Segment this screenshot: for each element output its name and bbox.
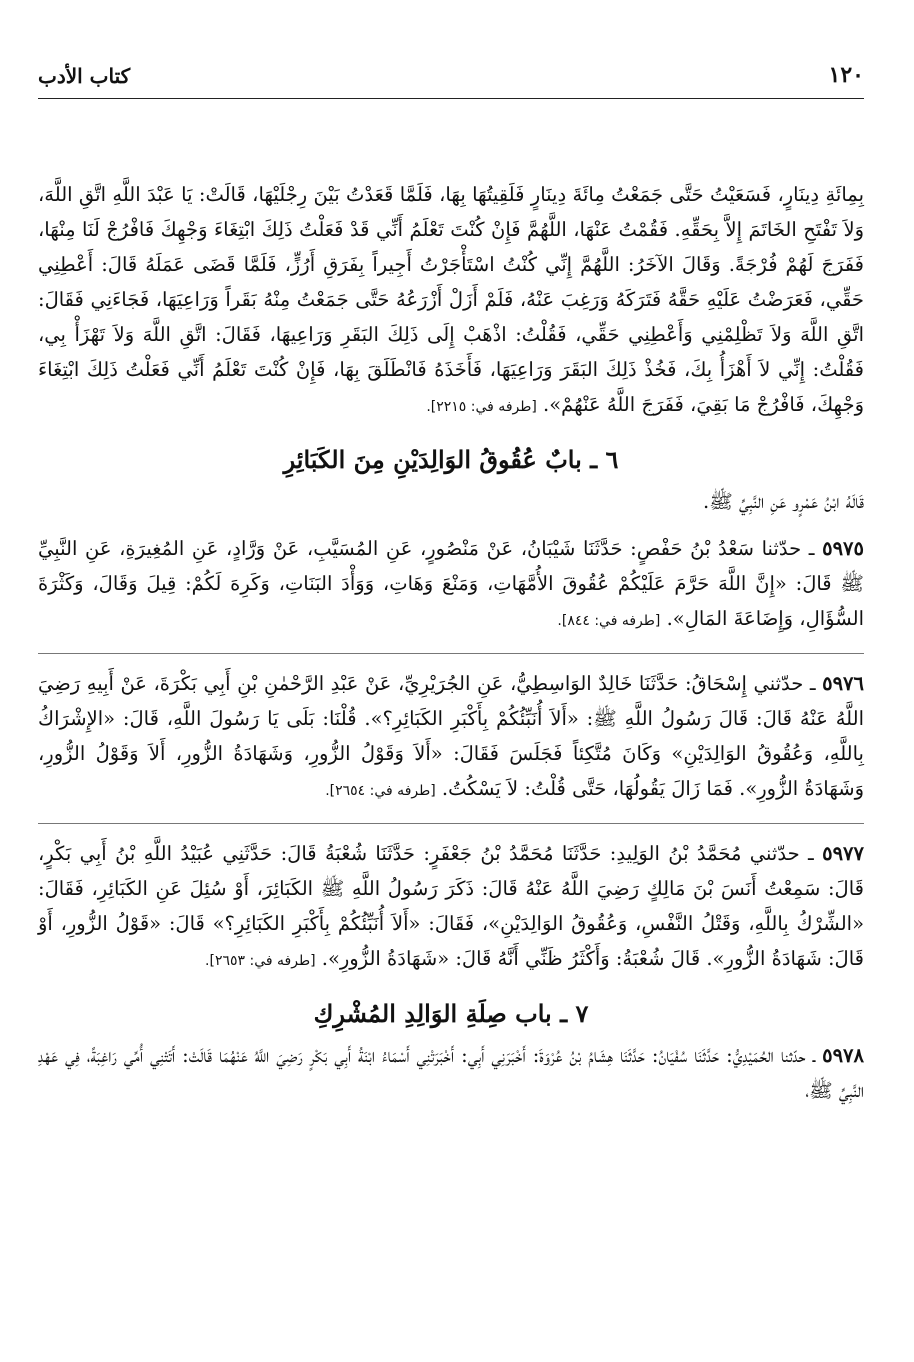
hadith-number: ٥٩٧٦ <box>822 672 864 695</box>
hadith-number: ٥٩٧٧ <box>822 842 864 865</box>
hadith-text: ـ حدّثنا الحُمَيْدِيُّ: حَدَّثَنَا سُفْيَانُ: حَدَّثَنَا هِشَامُ بْنُ عُرْوَةَ: أَخْبَرَنِي أَبِي: أَخْبَرَتْنِي أَسْمَاءُ ابْنَةُ أَبِي بَكْرٍ رَضِيَ اللَّهُ عَنْهُمَا قَالَتْ: أَتَتْنِي أُمِّي رَاغِبَةً، فِي عَهْدِ النَّبِيِّ ﷺ، <box>38 1044 864 1102</box>
hadith-number: ٥٩٧٨ <box>822 1044 865 1067</box>
page-number: ١٢٠ <box>828 62 864 88</box>
chapter-narration: قَالَهُ ابْنُ عَمْرٍو عَنِ النَّبِيِّ ﷺ. <box>703 490 864 513</box>
hadith-5977 <box>38 836 864 979</box>
hadith-5975 <box>38 531 864 639</box>
paragraph-text: بِمِائَةِ دِينَارٍ، فَسَعَيْتُ حَتَّى جَمَعْتُ مِائَةَ دِينَارٍ فَلَقِيتُهَا بِهَا، فَلَمَّا قَعَدْتُ بَيْنَ رِجْلَيْهَا، قَالَتْ: يَا عَبْدَ اللَّهِ اتَّقِ اللَّهَ، وَلاَ تَفْتَحِ الخَاتَمَ إِلاَّ بِحَقِّهِ. فَقُمْتُ عَنْهَا، اللَّهُمَّ فَإِنْ كُنْتَ تَعْلَمُ أَنِّي قَدْ فَعَلْتُ ذَلِكَ ابْتِغَاءَ وَجْهِكَ فَافْرُجْ لَنَا مِنْهَا، فَفَرَجَ لَهُمْ فُرْجَةً. وَقَالَ الآخَرُ: اللَّهُمَّ إِنِّي كُنْتُ اسْتَأْجَرْتُ أَجِيراً بِفَرَقِ أَرُزٍّ، فَلَمَّا قَضَى عَمَلَهُ قَالَ: أَعْطِنِي حَقِّي، فَعَرَضْتُ عَلَيْهِ حَقَّهُ فَتَرَكَهُ وَرَغِبَ عَنْهُ، فَلَمْ أَزَلْ أَزْرَعُهُ حَتَّى جَمَعْتُ مِنْهُ بَقَراً وَرَاعِيَهَا، فَجَاءَنِي فَقَالَ: اتَّقِ اللَّهَ وَلاَ تَظْلِمْنِي وَأَعْطِنِي حَقِّي، فَقُلْتُ: اذْهَبْ إِلَى ذَلِكَ البَقَرِ وَرَاعِيهَا، فَقَالَ: اتَّقِ اللَّهَ وَلاَ تَهْزَأْ بِي، فَقُلْتُ: إِنِّي لاَ أَهْزَأُ بِكَ، فَخُذْ ذَلِكَ البَقَرَ وَرَاعِيَهَا، فَأَخَذَهُ فَانْطَلَقَ بِهَا، فَإِنْ كُنْتَ تَعْلَمُ أَنِّي فَعَلْتُ ذَلِكَ ابْتِغَاءَ وَجْهِكَ، فَافْرُجْ مَا بَقِيَ، فَفَرَجَ اللَّهُ عَنْهُمْ». <box>38 183 864 416</box>
hadith-5976 <box>38 666 864 809</box>
hadith-text: ـ حدّثني إِسْحَاقُ: حَدَّثَنَا خَالِدٌ الوَاسِطِيُّ، عَنِ الجُرَيْرِيِّ، عَنْ عَبْدِ الرَّحْمٰنِ بْنِ أَبِي بَكْرَةَ، عَنْ أَبِيهِ رَضِيَ اللَّهُ عَنْهُ قَالَ: قَالَ رَسُولُ اللَّهِ ﷺ: «أَلاَ أُنَبِّئُكُمْ بِأَكْبَرِ الكَبَائِرِ؟». قُلْنَا: بَلَى يَا رَسُولَ اللَّهِ، قَالَ: «الإِشْرَاكُ بِاللَّهِ، وَعُقُوقُ الوَالِدَيْنِ» وَكَانَ مُتَّكِئاً فَجَلَسَ فَقَالَ: «أَلاَ وَقَوْلُ الزُّورِ، وَشَهَادَةُ الزُّورِ، أَلاَ وَقَوْلُ الزُّورِ، وَشَهَادَةُ الزُّورِ». فَمَا زَالَ يَقُولُهَا، حَتَّى قُلْتُ: لاَ يَسْكُتُ. <box>38 672 864 800</box>
hadith-text: ـ حدّثنا سَعْدُ بْنُ حَفْصٍ: حَدَّثَنَا شَيْبَانُ، عَنْ مَنْصُورٍ، عَنِ المُسَيَّبِ، عَنْ وَرَّادٍ، عَنِ المُغِيرَةِ، عَنِ النَّبِيِّ ﷺ قَالَ: «إِنَّ اللَّهَ حَرَّمَ عَلَيْكُمْ عُقُوقَ الأُمَّهَاتِ، وَمَنْعَ وَهَاتِ، وَوَأْدَ البَنَاتِ، وَكَرِهَ لَكُمْ: قِيلَ وَقَالَ، وَكَثْرَةَ السُّؤَالِ، وَإِضَاعَةَ المَالِ». <box>38 537 864 630</box>
book-page <box>38 58 864 1348</box>
cross-reference: [طرفه في: ٢٢١٥]. <box>426 399 537 415</box>
divider <box>38 653 864 654</box>
cross-reference: [طرفه في: ٨٤٤]. <box>557 613 661 629</box>
hadith-text: ـ حدّثني مُحَمَّدُ بْنُ الوَلِيدِ: حَدَّثَنَا مُحَمَّدُ بْنُ جَعْفَرٍ: حَدَّثَنَا شُعْبَةُ قَالَ: حَدَّثَنِي عُبَيْدُ اللَّهِ بْنُ أَبِي بَكْرٍ، قَالَ: سَمِعْتُ أَنَسَ بْنَ مَالِكٍ رَضِيَ اللَّهُ عَنْهُ قَالَ: ذَكَرَ رَسُولُ اللَّهِ ﷺ الكَبَائِرَ، أَوْ سُئِلَ عَنِ الكَبَائِرِ، فَقَالَ: «الشِّرْكُ بِاللَّهِ، وَقَتْلُ النَّفْسِ، وَعُقُوقُ الوَالِدَيْنِ»، فَقَالَ: «أَلاَ أُنَبِّئُكُمْ بِأَكْبَرِ الكَبَائِرِ؟» قَالَ: «قَوْلُ الزُّورِ، أَوْ قَالَ: شَهَادَةُ الزُّورِ». قَالَ شُعْبَةُ: وَأَكْثَرُ ظَنِّي أَنَّهُ قَالَ: «شَهَادَةُ الزُّورِ». <box>38 842 864 970</box>
book-title: كتاب الأدب <box>38 64 131 88</box>
cross-reference: [طرفه في: ٢٦٥٤]. <box>325 783 436 799</box>
opening-paragraph <box>38 177 864 425</box>
chapter-heading-7: ٧ ـ باب صِلَةِ الوَالِدِ المُشْرِكِ <box>313 999 589 1028</box>
divider <box>38 823 864 824</box>
hadith-number: ٥٩٧٥ <box>822 537 864 560</box>
hadith-5978 <box>38 1038 864 1108</box>
cross-reference: [طرفه في: ٢٦٥٣]. <box>205 953 316 969</box>
page-header <box>38 58 864 99</box>
chapter-heading-6: ٦ ـ بابٌ عُقُوقُ الوَالِدَيْنِ مِنَ الكَبَائِرِ <box>283 445 619 474</box>
